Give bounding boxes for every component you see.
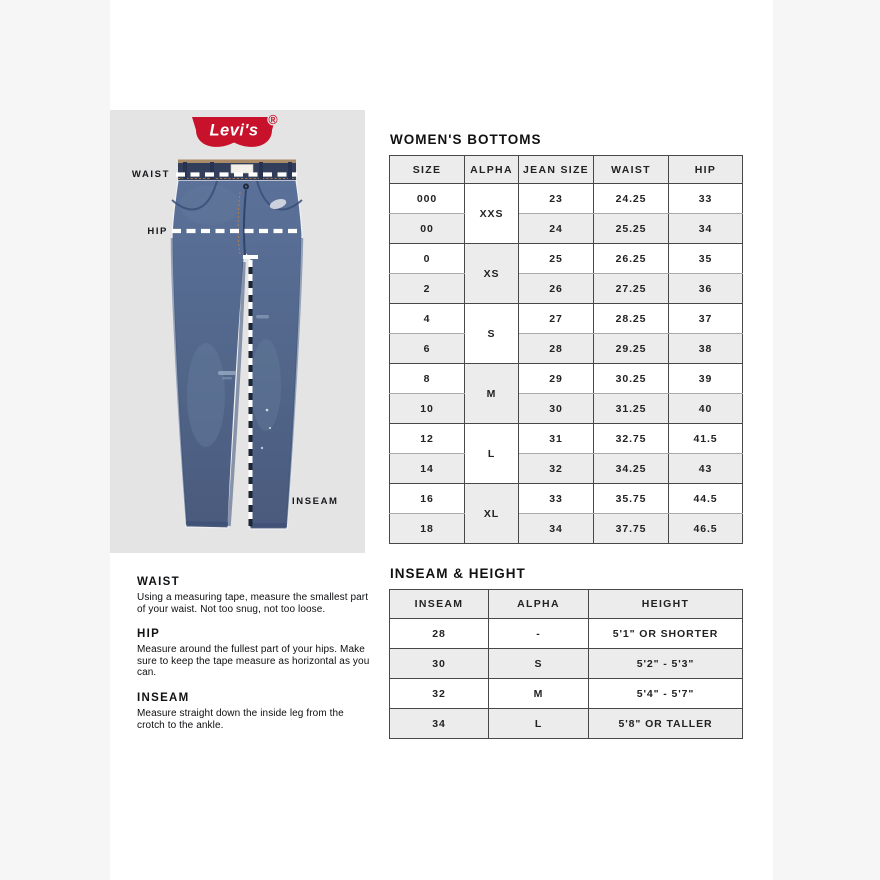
jean-size-cell: 25 [519,244,594,274]
inseam-guide-heading: INSEAM [137,691,190,704]
header-row [390,590,743,619]
col-header-hip: HIP [669,156,743,184]
alpha-cell: S [465,304,519,364]
table-row [390,364,743,394]
height-cell: 5'1" OR SHORTER [589,619,743,649]
waist-cell: 28.25 [594,304,669,334]
col-header-inseam: INSEAM [390,590,489,619]
registered-mark: ® [268,113,278,127]
waist-cell: 26.25 [594,244,669,274]
inseam-height-table [389,589,743,739]
waist-cell: 25.25 [594,214,669,244]
jean-size-cell: 32 [519,454,594,484]
waist-cell: 24.25 [594,184,669,214]
distress-speck [261,447,263,449]
alpha-cell: S [489,649,589,679]
wash-highlight-left [187,343,225,447]
waist-cell: 27.25 [594,274,669,304]
alpha-cell: XS [465,244,519,304]
table-row [390,394,743,424]
belt-loop [288,162,292,179]
size-cell: 10 [390,394,465,424]
waist-guide-heading: WAIST [137,576,180,588]
womens-bottoms-size-table [389,155,743,544]
col-header-height: HEIGHT [589,590,743,619]
height-cell: 5'4" - 5'7" [589,679,743,709]
hip-cell: 38 [669,334,743,364]
hip-cell: 37 [669,304,743,334]
hip-diagram-label: HIP [147,226,168,237]
size-cell: 000 [390,184,465,214]
bottoms-table-title: WOMEN'S BOTTOMS [390,132,542,147]
hip-cell: 35 [669,244,743,274]
hip-cell: 39 [669,364,743,394]
inseam-guide-text: Measure straight down the inside leg from the crotch to the ankle. [137,707,344,731]
alpha-cell: M [465,364,519,424]
col-header-alpha: ALPHA [489,590,589,619]
size-cell: 14 [390,454,465,484]
alpha-cell: M [489,679,589,709]
inseam-table-title: INSEAM & HEIGHT [390,566,526,581]
distress-speck [269,427,271,429]
table-row [390,649,743,679]
logo-wordmark: Levi's [209,121,259,140]
waist-guide-text: Using a measuring tape, measure the smallest part of your waist. Not too snug, not too loose. [137,592,369,615]
inseam-cell: 28 [390,619,489,649]
table-row [390,709,743,739]
distress-rip-right-leg [256,315,269,319]
inseam-cell: 30 [390,649,489,679]
alpha-cell: - [489,619,589,649]
hip-cell: 33 [669,184,743,214]
col-header-alpha: ALPHA [465,156,519,184]
table-row [390,679,743,709]
size-cell: 4 [390,304,465,334]
hip-cell: 34 [669,214,743,244]
distress-rip-left-thigh-2 [222,377,232,379]
jean-size-cell: 29 [519,364,594,394]
waist-cell: 35.75 [594,484,669,514]
waist-cell: 31.25 [594,394,669,424]
jean-size-cell: 28 [519,334,594,364]
jean-size-cell: 34 [519,514,594,544]
jean-size-cell: 33 [519,484,594,514]
jean-size-cell: 24 [519,214,594,244]
waist-cell: 30.25 [594,364,669,394]
table-row [390,274,743,304]
hem-left [186,523,228,524]
size-cell: 18 [390,514,465,544]
height-cell: 5'2" - 5'3" [589,649,743,679]
table-row [390,184,743,214]
table-row [390,484,743,514]
size-cell: 12 [390,424,465,454]
hip-cell: 40 [669,394,743,424]
table-row [390,304,743,334]
col-header-size: SIZE [390,156,465,184]
distress-rip-left-thigh [218,371,236,375]
jean-size-cell: 30 [519,394,594,424]
waist-cell: 32.75 [594,424,669,454]
waist-cell: 29.25 [594,334,669,364]
jean-size-cell: 26 [519,274,594,304]
wash-highlight-hip [180,185,240,225]
table-row [390,454,743,484]
jean-size-cell: 31 [519,424,594,454]
alpha-cell: XL [465,484,519,544]
header-row [390,156,743,184]
hip-cell: 43 [669,454,743,484]
jean-size-cell: 27 [519,304,594,334]
size-cell: 00 [390,214,465,244]
belt-loop [259,162,263,179]
distress-speck [266,409,269,412]
table-row [390,619,743,649]
col-header-jean-size: JEAN SIZE [519,156,594,184]
content-area [110,0,773,880]
col-header-waist: WAIST [594,156,669,184]
table-row [390,514,743,544]
jeans-button-center [245,185,247,187]
inseam-cell: 32 [390,679,489,709]
wash-highlight-right [251,339,281,431]
back-label-tag [231,165,253,174]
height-cell: 5'8" OR TALLER [589,709,743,739]
how-to-measure-guide [137,576,374,744]
size-cell: 6 [390,334,465,364]
hip-cell: 36 [669,274,743,304]
waistband-inner-strip [178,160,296,164]
inseam-cell: 34 [390,709,489,739]
size-cell: 16 [390,484,465,514]
table-row [390,424,743,454]
inseam-diagram-label: INSEAM [292,496,339,507]
hip-cell: 46.5 [669,514,743,544]
table-row [390,214,743,244]
alpha-cell: XXS [465,184,519,244]
hip-guide-heading: HIP [137,628,161,641]
jean-size-cell: 23 [519,184,594,214]
hip-guide-text: Measure around the fullest part of your hips. Make sure to keep the tape measure as horizontal as you can. [137,644,370,679]
waist-cell: 34.25 [594,454,669,484]
waist-diagram-label: WAIST [131,169,170,180]
table-row [390,334,743,364]
hip-cell: 44.5 [669,484,743,514]
alpha-cell: L [465,424,519,484]
size-cell: 8 [390,364,465,394]
waist-cell: 37.75 [594,514,669,544]
size-cell: 0 [390,244,465,274]
jeans-diagram-panel [110,110,365,553]
size-cell: 2 [390,274,465,304]
alpha-cell: L [489,709,589,739]
hip-cell: 41.5 [669,424,743,454]
table-row [390,244,743,274]
